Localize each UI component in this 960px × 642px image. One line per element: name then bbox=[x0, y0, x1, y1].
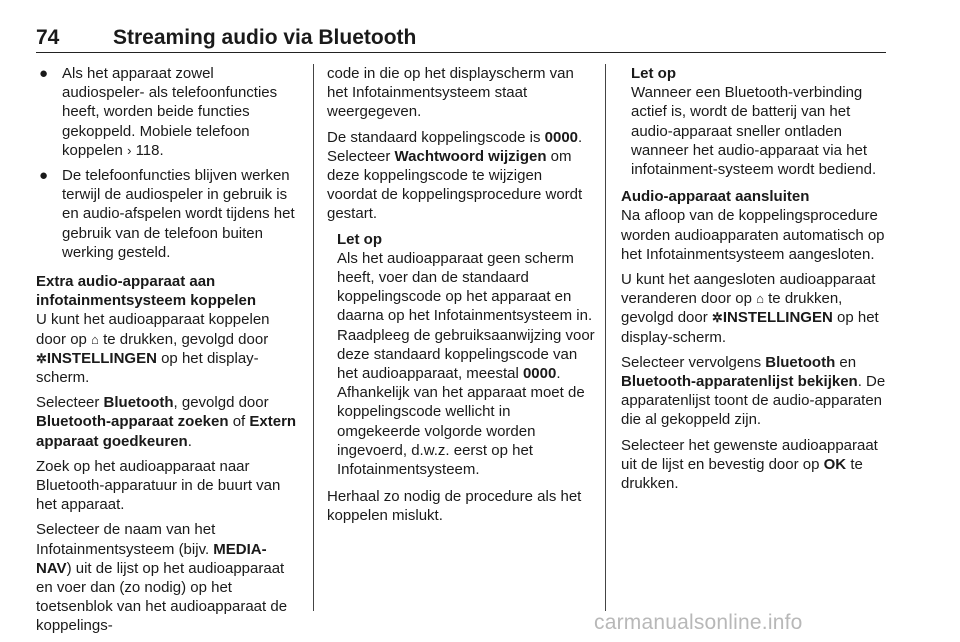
home-icon: ⌂ bbox=[91, 331, 99, 347]
text: te drukken. bbox=[621, 455, 863, 493]
page-header bbox=[36, 26, 886, 53]
text: Als het audioapparaat geen scherm heeft, voer dan de standaard koppelingscode op het apparaat en daarna op het Infotainmentsysteem in. Raadpleeg de gebruiksaanwijzing voor deze standaard koppelingscode van het audioapparaat, meestal bbox=[337, 249, 595, 383]
extern-device-label: Extern apparaat goedkeuren bbox=[36, 413, 297, 450]
gear-icon: ✲ bbox=[711, 310, 723, 326]
text: op het display-scherm. bbox=[36, 349, 259, 387]
change-password-label: Wachtwoord wijzigen bbox=[394, 147, 547, 165]
text: . Selecteer bbox=[327, 128, 583, 165]
search-device-label: Bluetooth-apparaat zoeken bbox=[36, 413, 229, 431]
text: om deze koppelingscode te wijzigen voordat de koppelingsprocedure wordt gestart. bbox=[327, 147, 583, 223]
paragraph: Zoek op het audioapparaat naar Bluetooth-apparatuur in de buurt van het apparaat. bbox=[36, 457, 281, 514]
page-title: Streaming audio via Bluetooth bbox=[113, 26, 417, 49]
page-reference-icon: › bbox=[127, 142, 132, 158]
device-list-label: Bluetooth-apparatenlijst bekijken bbox=[621, 373, 858, 391]
paragraph bbox=[621, 436, 887, 494]
bluetooth-label: Bluetooth bbox=[765, 353, 836, 371]
text: . De apparatenlijst toont de audio-apparaten die al gekoppeld zijn. bbox=[621, 373, 886, 429]
text: De standaard koppelingscode is bbox=[327, 128, 541, 146]
pairing-code: 0000 bbox=[544, 128, 579, 146]
note-title: Let op bbox=[337, 230, 382, 248]
section-heading: Extra audio-apparaat aan infotainmentsysteem koppelen bbox=[36, 273, 257, 310]
gear-icon: ✲ bbox=[36, 350, 47, 366]
text: te drukken, gevolgd door bbox=[621, 290, 843, 327]
paragraph bbox=[327, 128, 595, 224]
text: ) uit de lijst op het audioapparaat en voer dan (zo nodig) op het toetsenblok van het audioapparaat de koppelings- bbox=[36, 559, 288, 635]
ok-label: OK bbox=[823, 455, 847, 473]
column-2 bbox=[327, 64, 595, 532]
text: , gevolgd door bbox=[173, 394, 269, 412]
column-divider bbox=[605, 64, 606, 611]
text: te drukken, gevolgd door bbox=[103, 330, 269, 348]
page-number: 74 bbox=[36, 26, 60, 49]
section-heading: Audio-apparaat aansluiten bbox=[621, 188, 810, 206]
settings-label: INSTELLINGEN bbox=[722, 309, 833, 327]
paragraph: code in die op het displayscherm van het Infotainmentsysteem staat weergegeven. bbox=[327, 65, 574, 121]
text: . Afhankelijk van het apparaat moet de koppelingscode wellicht in omgekeerde volgorde worden ingevoerd, d.w.z. eerst op het Infotainmentsysteem. bbox=[337, 365, 585, 479]
note-body: Wanneer een Bluetooth-verbinding actief is, wordt de batterij van het audio-apparaat sneller ontladen wanneer het audio-apparaat via het infotainment-systeem wordt bediend. bbox=[631, 84, 877, 179]
home-icon: ⌂ bbox=[756, 291, 764, 307]
text: U kunt het aangesloten audioapparaat veranderen door op bbox=[621, 271, 876, 308]
bluetooth-label: Bluetooth bbox=[103, 394, 174, 412]
text: Selecteer de naam van het Infotainmentsysteem (bijv. bbox=[36, 521, 216, 558]
column-3 bbox=[621, 64, 887, 499]
media-nav-label: MEDIA-NAV bbox=[36, 540, 267, 577]
paragraph bbox=[36, 520, 298, 635]
text: Selecteer bbox=[36, 394, 100, 412]
column-divider bbox=[313, 64, 314, 611]
list-item bbox=[36, 64, 298, 160]
paragraph bbox=[621, 270, 887, 347]
paragraph: Herhaal zo nodig de procedure als het koppelen mislukt. bbox=[327, 488, 582, 525]
text: op het display-scherm. bbox=[621, 309, 879, 346]
text: of bbox=[232, 413, 246, 431]
text: . bbox=[187, 432, 192, 450]
paragraph bbox=[36, 310, 298, 387]
settings-label: INSTELLINGEN bbox=[46, 349, 157, 367]
text: Selecteer vervolgens bbox=[621, 353, 762, 371]
pairing-code: 0000 bbox=[522, 365, 557, 383]
text: Selecteer het gewenste audioapparaat uit de lijst en bevestig door op bbox=[621, 436, 878, 473]
bullet-icon: ● bbox=[39, 167, 49, 185]
paragraph: Na afloop van de koppelingsprocedure worden audioapparaten automatisch op het Infotainmentsysteem aangesloten. bbox=[621, 207, 885, 263]
column-1 bbox=[36, 64, 298, 642]
paragraph bbox=[621, 353, 887, 430]
note-body bbox=[337, 249, 595, 479]
watermark: carmanualsonline.info bbox=[594, 611, 803, 634]
bullet-text: Als het apparaat zowel audiospeler- als telefoonfuncties heeft, worden beide functies gekoppeld. Mobiele telefoon koppelen bbox=[62, 65, 278, 159]
bullet-text: De telefoonfuncties blijven werken terwijl de audiospeler in gebruik is en audio-afspelen wordt tijdens het gebruik van de telefoon buiten werking gesteld. bbox=[62, 167, 295, 261]
note-box bbox=[327, 230, 595, 480]
text: en bbox=[839, 353, 857, 371]
note-title: Let op bbox=[631, 65, 676, 82]
bullet-icon: ● bbox=[39, 65, 49, 82]
list-item bbox=[36, 166, 298, 262]
text: U kunt het audioapparaat koppelen door op bbox=[36, 311, 270, 348]
paragraph bbox=[36, 393, 298, 451]
page-reference[interactable]: 118. bbox=[135, 141, 164, 159]
note-box bbox=[621, 64, 887, 179]
